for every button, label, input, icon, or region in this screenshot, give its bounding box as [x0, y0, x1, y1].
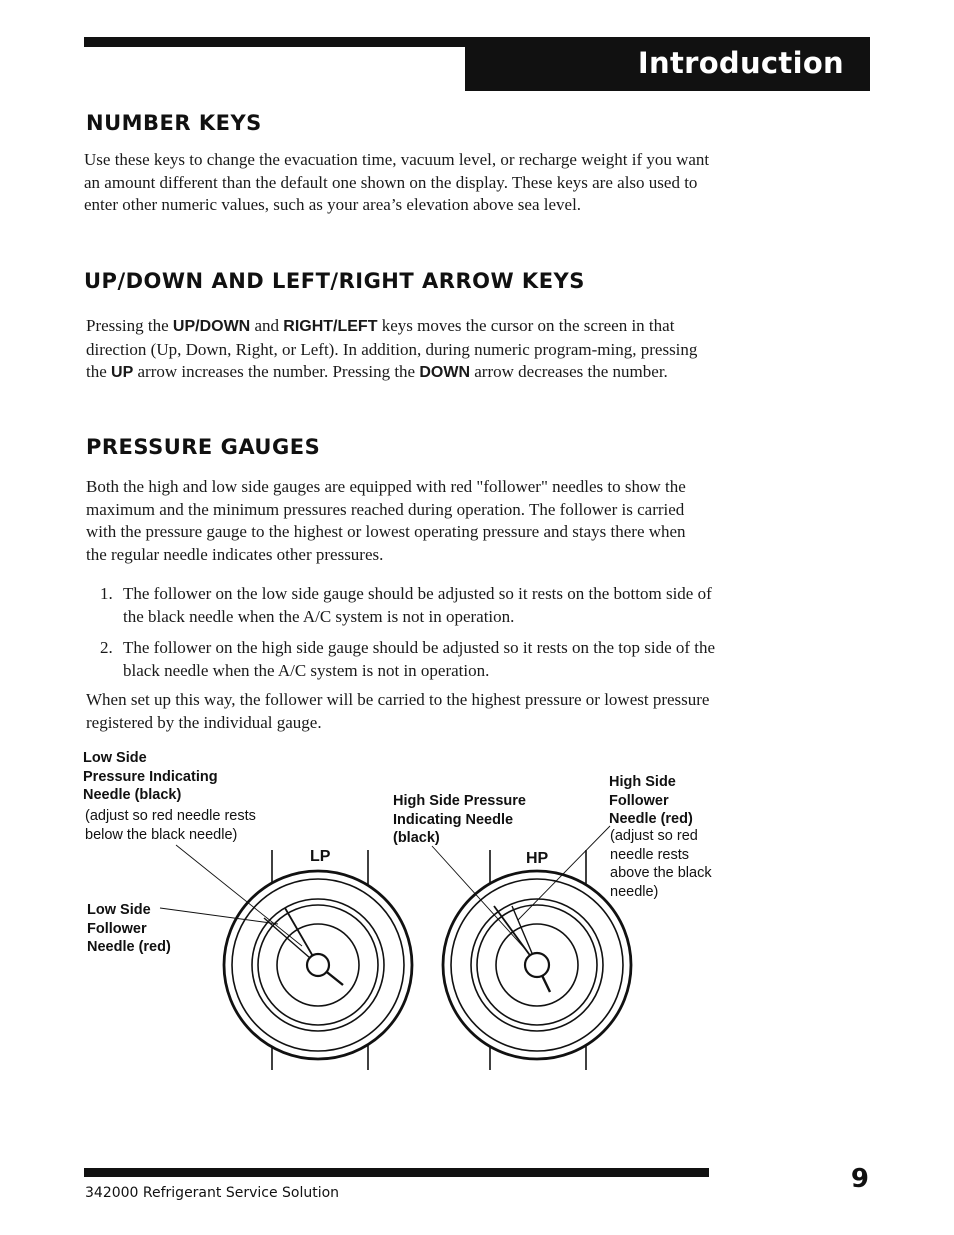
text-run: arrow decreases the number. [470, 362, 668, 381]
heading-arrow-keys: UP/DOWN AND LEFT/RIGHT ARROW KEYS [84, 269, 585, 293]
low-side-black-needle-label [83, 749, 218, 805]
hp-gauge [443, 850, 631, 1070]
low-side-black-needle-note: (adjust so red needle rests below the black needle) [85, 808, 256, 843]
label-text: Low Side Pressure Indicating Needle (black) [83, 750, 218, 803]
text-run: keys moves the cursor on the screen in that direction (Up, Down, Right, or Left). In addition, during numeric program-ming, pressing the [86, 316, 698, 381]
footer-title: 342000 Refrigerant Service Solution [85, 1185, 340, 1201]
key-rightleft: RIGHT/LEFT [283, 318, 378, 335]
list-text: The follower on the high side gauge should be adjusted so it rests on the top side of the black needle when the A/C system is not in operation. [123, 638, 716, 680]
heading-number-keys: NUMBER KEYS [86, 111, 262, 135]
closing-paragraph: When set up this way, the follower will be carried to the highest pressure or lowest pressure registered by the individual gauge. [86, 690, 710, 732]
text-run: arrow increases the number. Pressing the [133, 362, 420, 381]
label-text: Low Side Follower Needle (red) [87, 902, 171, 955]
lp-gauge [224, 850, 412, 1070]
section-title: Introduction [637, 46, 844, 80]
high-side-follower-label [609, 773, 693, 829]
list-number: 2. [100, 638, 113, 657]
list-item [100, 583, 720, 628]
label-text: High Side Follower Needle (red) [609, 774, 693, 827]
label-text: High Side Pressure Indicating Needle (black) [393, 793, 526, 846]
lp-gauge-label: LP [310, 848, 331, 865]
list-text: The follower on the low side gauge should be adjusted so it rests on the bottom side of the black needle when the A/C system is not in operation. [123, 584, 712, 626]
heading-pressure-gauges: PRESSURE GAUGES [86, 435, 321, 459]
high-side-follower-note: (adjust so red needle rests above the black needle) [610, 828, 712, 900]
pressure-gauges-paragraph: Both the high and low side gauges are equipped with red "follower" needles to show the maximum and the minimum pressures reached during operation. The follower is carried with the pressure gauge to the highest or lowest operating pressure and stays there when the regular needle indicates other pressures. [86, 477, 686, 564]
hp-gauge-label: HP [526, 850, 549, 867]
arrow-keys-paragraph [86, 315, 708, 385]
high-side-black-needle-label [393, 792, 526, 848]
list-number: 1. [100, 584, 113, 603]
section-title-banner [465, 37, 870, 91]
text-run: Pressing the [86, 316, 173, 335]
text-run: and [250, 316, 284, 335]
key-up: UP [111, 364, 134, 381]
footer-rule [84, 1168, 709, 1177]
key-updown: UP/DOWN [172, 318, 251, 335]
list-item [100, 637, 720, 682]
number-keys-paragraph: Use these keys to change the evacuation time, vacuum level, or recharge weight if you want an amount different than the default one shown on the display. These keys are also used to enter other numeric values, such as your area’s elevation above sea level. [84, 150, 710, 214]
key-down: DOWN [419, 364, 471, 381]
page-number: 9 [850, 1164, 869, 1194]
low-side-follower-label [87, 901, 171, 957]
